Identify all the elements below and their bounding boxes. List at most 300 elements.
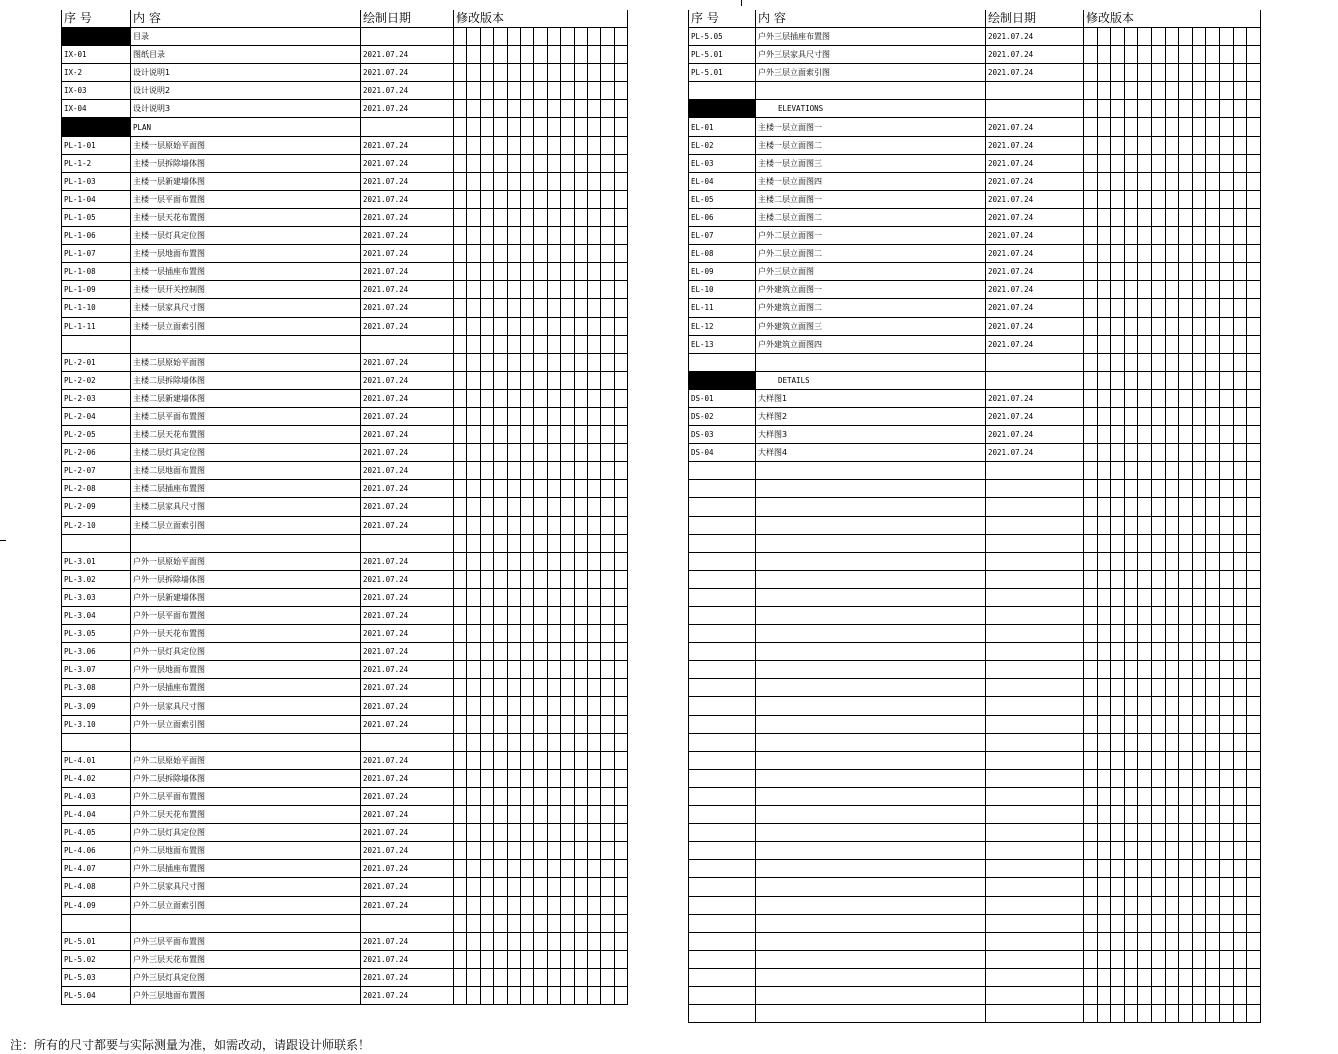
revision-cell xyxy=(614,824,627,842)
content-cell xyxy=(756,643,986,661)
revision-cell xyxy=(614,552,627,570)
table-row xyxy=(62,914,628,932)
revision-cell xyxy=(454,950,467,968)
table-row xyxy=(62,733,628,751)
revision-cell xyxy=(587,625,600,643)
revision-cell xyxy=(1124,751,1138,769)
revision-cell xyxy=(494,824,507,842)
revision-cell xyxy=(1111,643,1125,661)
code-cell: PL-1-01 xyxy=(62,136,131,154)
date-cell: 2021.07.24 xyxy=(361,679,454,697)
revision-cell xyxy=(1219,860,1233,878)
revision-cell xyxy=(1111,335,1125,353)
revision-cell xyxy=(1233,281,1247,299)
revision-cell xyxy=(547,968,560,986)
table-row xyxy=(62,444,628,462)
revision-cell xyxy=(614,697,627,715)
revision-cell xyxy=(547,986,560,1004)
revision-cell xyxy=(1179,842,1193,860)
code-cell: PL-1-03 xyxy=(62,172,131,190)
revision-cell xyxy=(1233,263,1247,281)
content-cell: 图纸目录 xyxy=(131,46,361,64)
revision-cell xyxy=(1206,444,1220,462)
content-cell xyxy=(756,986,986,1004)
revision-cell xyxy=(614,136,627,154)
revision-cell xyxy=(467,914,480,932)
revision-cell xyxy=(494,842,507,860)
revision-cell xyxy=(1151,317,1165,335)
revision-cell xyxy=(1111,534,1125,552)
revision-cell xyxy=(467,245,480,263)
revision-cell xyxy=(1084,281,1098,299)
revision-cell xyxy=(507,986,520,1004)
revision-cell xyxy=(1179,950,1193,968)
revision-cell xyxy=(547,932,560,950)
revision-cell xyxy=(547,154,560,172)
revision-cell xyxy=(561,751,574,769)
revision-cell xyxy=(547,444,560,462)
code-cell: EL-06 xyxy=(689,208,756,226)
date-cell: 2021.07.24 xyxy=(361,227,454,245)
code-cell: DS-03 xyxy=(689,426,756,444)
table-row xyxy=(689,28,1261,46)
revision-cell xyxy=(454,968,467,986)
table-row xyxy=(689,516,1261,534)
revision-cell xyxy=(520,806,533,824)
revision-cell xyxy=(1219,625,1233,643)
table-row xyxy=(689,353,1261,371)
content-cell: 户外一层天花布置图 xyxy=(131,625,361,643)
drawing-index-table-left xyxy=(61,10,628,1005)
revision-cell xyxy=(480,914,493,932)
table-row xyxy=(689,986,1261,1004)
revision-cell xyxy=(480,172,493,190)
revision-cell xyxy=(614,480,627,498)
revision-cell xyxy=(587,878,600,896)
revision-cell xyxy=(601,82,614,100)
date-cell: 2021.07.24 xyxy=(361,661,454,679)
content-cell: 主楼一层拆除墙体图 xyxy=(131,154,361,172)
revision-cell xyxy=(454,498,467,516)
revision-cell xyxy=(587,643,600,661)
revision-cell xyxy=(574,625,587,643)
revision-cell xyxy=(1206,625,1220,643)
revision-cell xyxy=(1192,643,1206,661)
revision-cell xyxy=(1111,878,1125,896)
revision-cell xyxy=(454,245,467,263)
revision-cell xyxy=(1124,896,1138,914)
revision-cell xyxy=(1138,317,1152,335)
revision-cell xyxy=(520,787,533,805)
revision-cell xyxy=(1111,986,1125,1004)
revision-cell xyxy=(480,625,493,643)
revision-cell xyxy=(1111,625,1125,643)
revision-cell xyxy=(1179,751,1193,769)
revision-cell xyxy=(520,824,533,842)
revision-cell xyxy=(507,190,520,208)
revision-cell xyxy=(480,806,493,824)
revision-cell xyxy=(1219,172,1233,190)
revision-cell xyxy=(561,516,574,534)
revision-cell xyxy=(1247,118,1261,136)
revision-cell xyxy=(601,950,614,968)
revision-cell xyxy=(587,824,600,842)
revision-cell xyxy=(614,661,627,679)
date-cell: 2021.07.24 xyxy=(986,335,1084,353)
revision-cell xyxy=(1206,769,1220,787)
revision-cell xyxy=(614,317,627,335)
content-cell: 户外建筑立面图一 xyxy=(756,281,986,299)
revision-cell xyxy=(467,968,480,986)
revision-cell xyxy=(1124,154,1138,172)
revision-cell xyxy=(494,208,507,226)
revision-cell xyxy=(1219,389,1233,407)
revision-cell xyxy=(1165,82,1179,100)
revision-cell xyxy=(507,751,520,769)
revision-cell xyxy=(467,661,480,679)
revision-cell xyxy=(1124,263,1138,281)
revision-cell xyxy=(1165,733,1179,751)
revision-cell xyxy=(520,661,533,679)
revision-cell xyxy=(1192,245,1206,263)
content-cell xyxy=(756,733,986,751)
content-cell xyxy=(756,588,986,606)
table-row xyxy=(62,534,628,552)
table-row xyxy=(62,661,628,679)
revision-cell xyxy=(1233,950,1247,968)
revision-cell xyxy=(1179,968,1193,986)
revision-cell xyxy=(574,64,587,82)
revision-cell xyxy=(1084,878,1098,896)
revision-cell xyxy=(587,335,600,353)
revision-cell xyxy=(454,353,467,371)
revision-cell xyxy=(1206,480,1220,498)
revision-cell xyxy=(1151,625,1165,643)
revision-cell xyxy=(467,208,480,226)
revision-cell xyxy=(601,986,614,1004)
revision-cell xyxy=(494,335,507,353)
revision-cell xyxy=(480,227,493,245)
table-row xyxy=(689,46,1261,64)
revision-cell xyxy=(614,534,627,552)
revision-cell xyxy=(1097,46,1111,64)
revision-cell xyxy=(1084,914,1098,932)
date-cell xyxy=(986,353,1084,371)
content-cell: 主楼二层家具尺寸图 xyxy=(131,498,361,516)
revision-cell xyxy=(1138,480,1152,498)
code-cell: PL-1-2 xyxy=(62,154,131,172)
revision-cell xyxy=(1206,498,1220,516)
code-cell: DS-01 xyxy=(689,389,756,407)
revision-cell xyxy=(1192,968,1206,986)
revision-cell xyxy=(454,462,467,480)
revision-cell xyxy=(1179,82,1193,100)
revision-cell xyxy=(520,860,533,878)
date-cell: 2021.07.24 xyxy=(361,643,454,661)
revision-cell xyxy=(494,245,507,263)
revision-cell xyxy=(1138,787,1152,805)
revision-cell xyxy=(1247,932,1261,950)
revision-cell xyxy=(467,407,480,425)
revision-cell xyxy=(520,208,533,226)
revision-cell xyxy=(1124,1005,1138,1023)
revision-cell xyxy=(1233,480,1247,498)
revision-cell xyxy=(561,245,574,263)
revision-cell xyxy=(467,389,480,407)
revision-cell xyxy=(467,733,480,751)
code-cell: PL-5.05 xyxy=(689,28,756,46)
revision-cell xyxy=(1124,733,1138,751)
revision-cell xyxy=(507,625,520,643)
code-cell: PL-3.07 xyxy=(62,661,131,679)
revision-cell xyxy=(1165,516,1179,534)
revision-cell xyxy=(1138,208,1152,226)
revision-cell xyxy=(1084,806,1098,824)
code-cell: PL-4.07 xyxy=(62,860,131,878)
revision-cell xyxy=(1233,1005,1247,1023)
revision-cell xyxy=(587,896,600,914)
revision-cell xyxy=(574,534,587,552)
content-cell: 户外三层灯具定位图 xyxy=(131,968,361,986)
revision-cell xyxy=(1165,570,1179,588)
revision-cell xyxy=(601,733,614,751)
revision-cell xyxy=(480,607,493,625)
content-cell: 主楼一层立面图一 xyxy=(756,118,986,136)
date-cell: 2021.07.24 xyxy=(986,190,1084,208)
revision-cell xyxy=(547,136,560,154)
revision-cell xyxy=(1124,227,1138,245)
revision-cell xyxy=(1219,64,1233,82)
date-cell: 2021.07.24 xyxy=(361,878,454,896)
revision-cell xyxy=(1206,227,1220,245)
table-row xyxy=(62,787,628,805)
revision-cell xyxy=(1165,227,1179,245)
revision-cell xyxy=(587,661,600,679)
header-content: 内 容 xyxy=(756,10,986,28)
revision-cell xyxy=(507,516,520,534)
revision-cell xyxy=(454,172,467,190)
code-cell: EL-02 xyxy=(689,136,756,154)
revision-cell xyxy=(1084,371,1098,389)
content-cell: 户外二层立面索引图 xyxy=(131,896,361,914)
table-row xyxy=(62,824,628,842)
date-cell: 2021.07.24 xyxy=(986,64,1084,82)
revision-cell xyxy=(494,426,507,444)
revision-cell xyxy=(1124,878,1138,896)
content-cell: 主楼一层地面布置图 xyxy=(131,245,361,263)
date-cell: 2021.07.24 xyxy=(361,769,454,787)
date-cell: 2021.07.24 xyxy=(361,570,454,588)
code-cell: EL-12 xyxy=(689,317,756,335)
revision-cell xyxy=(614,172,627,190)
content-cell xyxy=(756,806,986,824)
revision-cell xyxy=(1097,281,1111,299)
table-row xyxy=(689,625,1261,643)
content-cell xyxy=(756,498,986,516)
revision-cell xyxy=(1247,842,1261,860)
revision-cell xyxy=(454,643,467,661)
revision-cell xyxy=(1165,208,1179,226)
revision-cell xyxy=(601,787,614,805)
revision-cell xyxy=(520,82,533,100)
code-cell: PL-2-08 xyxy=(62,480,131,498)
content-cell: 主楼二层立面索引图 xyxy=(131,516,361,534)
revision-cell xyxy=(1179,245,1193,263)
date-cell: 2021.07.24 xyxy=(361,860,454,878)
revision-cell xyxy=(1084,136,1098,154)
revision-cell xyxy=(534,281,547,299)
date-cell xyxy=(361,335,454,353)
code-cell: PL-4.01 xyxy=(62,751,131,769)
revision-cell xyxy=(1247,462,1261,480)
revision-cell xyxy=(1124,64,1138,82)
revision-cell xyxy=(1138,353,1152,371)
revision-cell xyxy=(520,263,533,281)
revision-cell xyxy=(1219,317,1233,335)
revision-cell xyxy=(1179,860,1193,878)
revision-cell xyxy=(1247,353,1261,371)
revision-cell xyxy=(1247,498,1261,516)
revision-cell xyxy=(1138,516,1152,534)
revision-cell xyxy=(1124,516,1138,534)
revision-cell xyxy=(1124,679,1138,697)
revision-cell xyxy=(520,136,533,154)
revision-cell xyxy=(1097,588,1111,606)
revision-cell xyxy=(1233,100,1247,118)
revision-cell xyxy=(1111,154,1125,172)
revision-cell xyxy=(587,733,600,751)
revision-cell xyxy=(1111,462,1125,480)
revision-cell xyxy=(1084,986,1098,1004)
revision-cell xyxy=(454,335,467,353)
revision-cell xyxy=(547,426,560,444)
revision-cell xyxy=(1165,100,1179,118)
revision-cell xyxy=(1138,607,1152,625)
code-cell: PL-5.02 xyxy=(62,950,131,968)
date-cell xyxy=(986,968,1084,986)
revision-cell xyxy=(1247,82,1261,100)
revision-cell xyxy=(614,444,627,462)
table-row xyxy=(62,679,628,697)
margin-tick xyxy=(0,540,6,541)
revision-cell xyxy=(1138,426,1152,444)
revision-cell xyxy=(574,968,587,986)
revision-cell xyxy=(1247,426,1261,444)
revision-cell xyxy=(547,625,560,643)
revision-cell xyxy=(1192,950,1206,968)
revision-cell xyxy=(601,625,614,643)
table-row xyxy=(689,245,1261,263)
revision-cell xyxy=(454,625,467,643)
revision-cell xyxy=(520,190,533,208)
revision-cell xyxy=(1111,208,1125,226)
revision-cell xyxy=(454,932,467,950)
revision-cell xyxy=(1124,389,1138,407)
revision-cell xyxy=(561,697,574,715)
revision-cell xyxy=(1084,444,1098,462)
revision-cell xyxy=(467,426,480,444)
code-cell: PL-3.03 xyxy=(62,588,131,606)
revision-cell xyxy=(601,28,614,46)
revision-cell xyxy=(1138,281,1152,299)
revision-cell xyxy=(1192,769,1206,787)
revision-cell xyxy=(574,480,587,498)
content-cell xyxy=(756,824,986,842)
revision-cell xyxy=(480,733,493,751)
code-cell: PL-1-11 xyxy=(62,317,131,335)
revision-cell xyxy=(494,46,507,64)
revision-cell xyxy=(1165,878,1179,896)
revision-cell xyxy=(1192,353,1206,371)
table-row xyxy=(689,281,1261,299)
revision-cell xyxy=(1151,480,1165,498)
revision-cell xyxy=(507,715,520,733)
revision-cell xyxy=(467,462,480,480)
content-cell xyxy=(756,697,986,715)
revision-cell xyxy=(574,208,587,226)
revision-cell xyxy=(601,426,614,444)
content-cell: 户外建筑立面图二 xyxy=(756,299,986,317)
date-cell: 2021.07.24 xyxy=(361,842,454,860)
date-cell: 2021.07.24 xyxy=(361,588,454,606)
revision-cell xyxy=(1165,824,1179,842)
revision-cell xyxy=(1179,480,1193,498)
table-row xyxy=(62,697,628,715)
revision-cell xyxy=(1206,534,1220,552)
revision-cell xyxy=(1247,281,1261,299)
revision-cell xyxy=(534,371,547,389)
revision-cell xyxy=(1124,82,1138,100)
revision-cell xyxy=(507,263,520,281)
revision-cell xyxy=(507,896,520,914)
content-cell: 户外二层原始平面图 xyxy=(131,751,361,769)
revision-cell xyxy=(1219,444,1233,462)
revision-cell xyxy=(507,968,520,986)
table-row xyxy=(689,136,1261,154)
revision-cell xyxy=(480,878,493,896)
revision-cell xyxy=(480,516,493,534)
revision-cell xyxy=(561,842,574,860)
revision-cell xyxy=(587,787,600,805)
revision-cell xyxy=(467,28,480,46)
revision-cell xyxy=(1097,751,1111,769)
revision-cell xyxy=(1179,118,1193,136)
revision-cell xyxy=(1097,299,1111,317)
revision-cell xyxy=(480,769,493,787)
revision-cell xyxy=(480,389,493,407)
revision-cell xyxy=(467,679,480,697)
revision-cell xyxy=(561,824,574,842)
revision-cell xyxy=(494,806,507,824)
date-cell xyxy=(986,625,1084,643)
revision-cell xyxy=(1124,661,1138,679)
table-row xyxy=(62,769,628,787)
revision-cell xyxy=(520,46,533,64)
revision-cell xyxy=(574,82,587,100)
revision-cell xyxy=(1247,896,1261,914)
revision-cell xyxy=(480,715,493,733)
revision-cell xyxy=(574,498,587,516)
revision-cell xyxy=(614,281,627,299)
revision-cell xyxy=(507,534,520,552)
revision-cell xyxy=(1206,896,1220,914)
revision-cell xyxy=(1084,824,1098,842)
revision-cell xyxy=(1233,154,1247,172)
revision-cell xyxy=(1151,570,1165,588)
revision-cell xyxy=(1179,878,1193,896)
revision-cell xyxy=(1206,570,1220,588)
revision-cell xyxy=(547,64,560,82)
